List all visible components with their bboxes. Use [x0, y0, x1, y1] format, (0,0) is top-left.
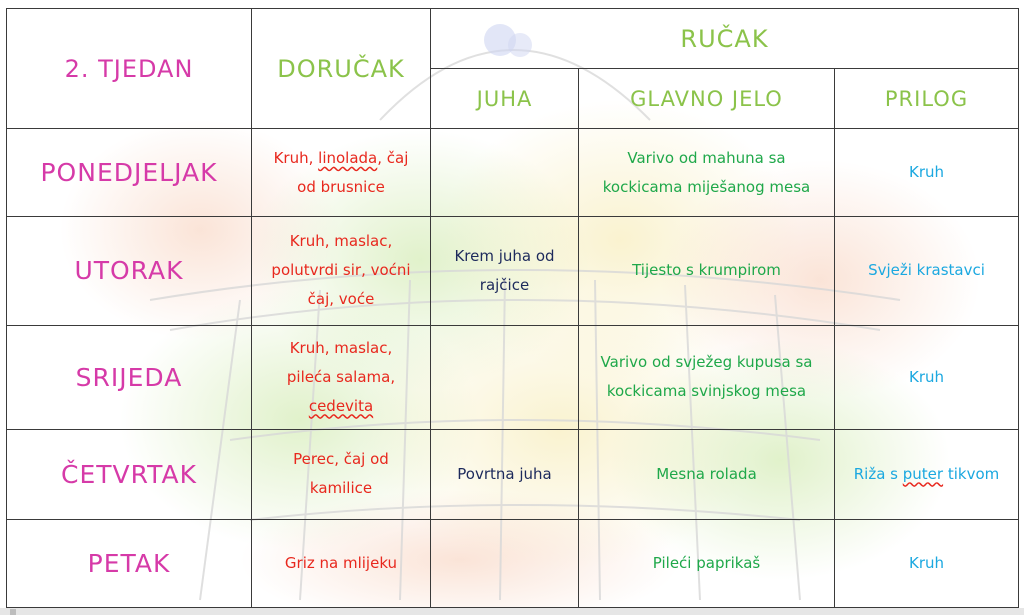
menu-line: Mesna rolada [656, 464, 757, 483]
table-row [7, 519, 1019, 607]
table-row [7, 325, 1019, 429]
menu-line: rajčice [479, 275, 530, 294]
breakfast-cell [252, 325, 431, 429]
breakfast-cell [252, 217, 431, 325]
lunch-header: RUČAK [431, 9, 1019, 69]
table-row [7, 129, 1019, 217]
main-dish-cell [579, 129, 835, 217]
side-cell [835, 429, 1019, 519]
main-dish-cell [579, 429, 835, 519]
menu-line: Varivo od mahuna sa [627, 148, 786, 167]
side-cell: Kruh [835, 519, 1019, 607]
day-cell: ČETVRTAK [7, 429, 252, 519]
menu-line: Kruh, maslac, [289, 232, 393, 251]
main-dish-header: GLAVNO JELO [579, 69, 835, 129]
menu-line: od brusnice [297, 177, 385, 196]
menu-line: Griz na mlijeku [284, 553, 398, 572]
soup-cell [431, 325, 579, 429]
soup-cell [431, 129, 579, 217]
day-cell: SRIJEDA [7, 325, 252, 429]
menu-line: Povrtna juha [457, 464, 552, 483]
soup-header: JUHA [431, 69, 579, 129]
menu-line-part: Riža s [853, 464, 903, 483]
menu-line: Krem juha od [454, 246, 555, 265]
breakfast-header: DORUČAK [252, 9, 431, 129]
main-dish-cell [579, 519, 835, 607]
menu-line: cedevita [308, 396, 374, 415]
day-cell: PONEDJELJAK [7, 129, 252, 217]
soup-cell [431, 519, 579, 607]
breakfast-cell [252, 129, 431, 217]
menu-line: Kruh, maslac, [289, 338, 393, 357]
side-cell: Svježi krastavci [835, 217, 1019, 325]
main-dish-cell [579, 325, 835, 429]
cursor-marker [10, 609, 16, 615]
menu-line: kamilice [309, 479, 373, 498]
menu-line-part: Kruh, [273, 148, 319, 167]
page-footer-strip [0, 608, 1024, 615]
side-cell: Kruh [835, 129, 1019, 217]
breakfast-cell [252, 519, 431, 607]
menu-line: polutvrdi sir, voćni [271, 261, 411, 280]
header-row [7, 9, 1019, 69]
soup-cell [431, 429, 579, 519]
main-dish-cell [579, 217, 835, 325]
soup-cell [431, 217, 579, 325]
week-header: 2. TJEDAN [7, 9, 252, 129]
breakfast-cell [252, 429, 431, 519]
menu-line: kockicama miješanog mesa [602, 177, 811, 196]
menu-line: Tijesto s krumpirom [632, 261, 781, 280]
menu-line-part: linolada [318, 148, 378, 167]
weekly-menu-table [6, 8, 1019, 608]
menu-line: Perec, čaj od [293, 450, 389, 469]
side-cell: Kruh [835, 325, 1019, 429]
menu-line: Pileći paprikaš [652, 553, 761, 572]
day-cell: PETAK [7, 519, 252, 607]
menu-line: Varivo od svježeg kupusa sa [600, 353, 813, 372]
menu-line: čaj, voće [307, 290, 375, 309]
menu-line-part: tikvom [943, 464, 1000, 483]
side-header: PRILOG [835, 69, 1019, 129]
menu-line [258, 144, 424, 173]
table-row [7, 429, 1019, 519]
menu-line-part: puter [902, 464, 944, 483]
menu-line: pileća salama, [286, 367, 396, 386]
menu-line: kockicama svinjskog mesa [606, 382, 807, 401]
day-cell: UTORAK [7, 217, 252, 325]
menu-line-part: , čaj [377, 148, 409, 167]
table-row [7, 217, 1019, 325]
